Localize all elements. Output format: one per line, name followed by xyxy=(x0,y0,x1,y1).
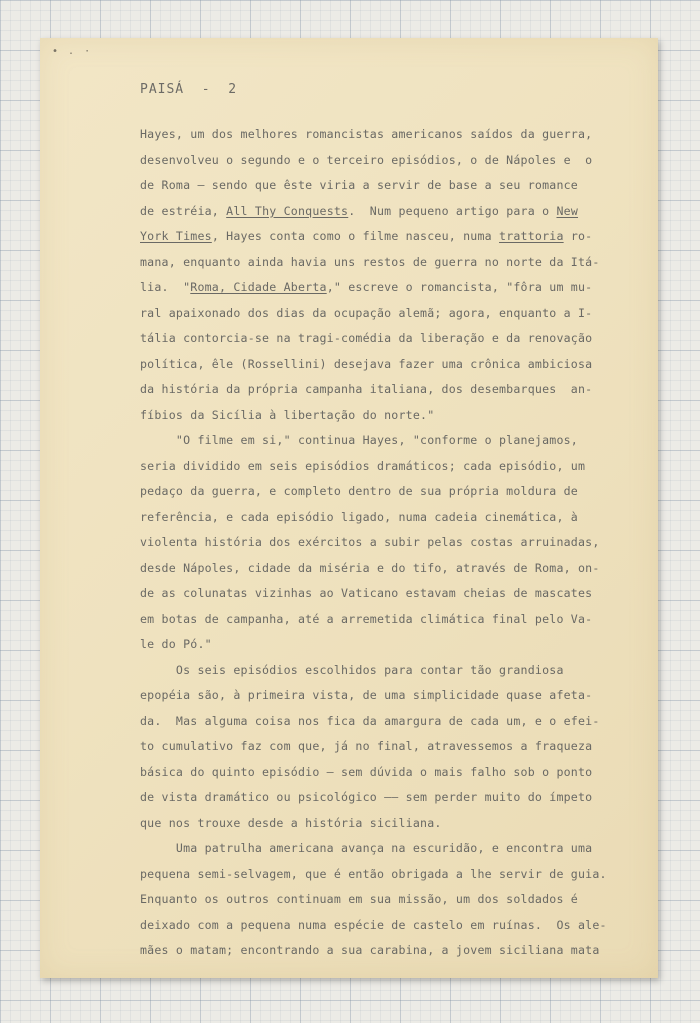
text-segment: lia. " xyxy=(140,280,191,294)
text-segment: pedaço da guerra, e completo dentro de sua própria moldura de xyxy=(140,484,578,498)
text-line xyxy=(140,505,640,531)
text-segment: Hayes, um dos melhores romancistas americanos saídos da guerra, xyxy=(140,127,593,141)
text-line xyxy=(140,148,640,174)
text-segment: Uma patrulha americana avança na escuridão, e encontra uma xyxy=(140,841,593,855)
text-segment: referência, e cada episódio ligado, numa cadeia cinemática, à xyxy=(140,509,578,524)
text-segment: em botas de campanha, até a arremetida climática final pelo Va- xyxy=(140,611,593,626)
text-line xyxy=(140,607,640,633)
typewritten-page xyxy=(40,38,658,978)
text-line xyxy=(140,760,640,786)
text-line xyxy=(140,785,640,811)
text-segment: mana, enquanto ainda havia uns restos de guerra no norte da Itá- xyxy=(140,254,600,269)
text-segment: violenta história dos exércitos a subir pelas costas arruinadas, xyxy=(140,535,600,549)
text-segment: de as colunatas vizinhas ao Vaticano estavam cheias de mascates xyxy=(140,586,593,600)
text-segment: le do Pó." xyxy=(140,637,212,651)
text-line xyxy=(140,479,640,505)
text-segment: Os seis episódios escolhidos para contar tão grandiosa xyxy=(140,662,564,677)
underlined-title: trattoria xyxy=(499,229,564,243)
text-segment: ro- xyxy=(563,229,593,243)
text-line xyxy=(140,301,640,327)
text-line xyxy=(140,913,640,939)
text-segment: política, êle (Rossellini) desejava fazer uma crônica ambiciosa xyxy=(140,356,593,371)
text-line xyxy=(140,352,640,378)
text-line xyxy=(140,530,640,556)
text-line xyxy=(140,709,640,735)
text-line xyxy=(140,556,640,582)
underlined-title: All Thy Conquests xyxy=(226,203,349,218)
text-segment: seria dividido em seis episódios dramáticos; cada episódio, um xyxy=(140,458,586,473)
underlined-title: York Times xyxy=(140,229,212,243)
text-line xyxy=(140,403,640,429)
text-line xyxy=(140,632,640,658)
text-line xyxy=(140,250,640,276)
text-segment: da história da própria campanha italiana, dos desembarques an- xyxy=(140,382,593,396)
underlined-title: New xyxy=(556,203,579,218)
text-line xyxy=(140,173,640,199)
text-segment: mães o matam; encontrando a sua carabina, a jovem siciliana mata xyxy=(140,943,600,957)
text-line xyxy=(140,122,640,148)
text-line xyxy=(140,326,640,352)
text-line xyxy=(140,581,640,607)
text-segment: de vista dramático ou psicológico —— sem perder muito do ímpeto xyxy=(140,790,593,804)
text-segment: de estréia, xyxy=(140,203,227,218)
text-segment: tália contorcia-se na tragi-comédia da liberação e da renovação xyxy=(140,331,593,345)
text-segment: to cumulativo faz com que, já no final, atravessemos a fraqueza xyxy=(140,739,593,753)
text-segment: desde Nápoles, cidade da miséria e do tifo, através de Roma, on- xyxy=(140,560,600,575)
text-segment: que nos trouxe desde a história siciliana. xyxy=(140,815,442,830)
text-segment: pequena semi-selvagem, que é então obrigada a lhe servir de guia. xyxy=(140,866,607,881)
text-line xyxy=(140,454,640,480)
text-line xyxy=(140,275,640,301)
text-line xyxy=(140,377,640,403)
text-segment: básica do quinto episódio — sem dúvida o mais falho sob o ponto xyxy=(140,764,593,779)
text-line xyxy=(140,428,640,454)
text-line xyxy=(140,811,640,837)
underlined-title: Roma, Cidade Aberta xyxy=(190,280,327,294)
text-segment: deixado com a pequena numa espécie de castelo em ruínas. Os ale- xyxy=(140,917,607,932)
text-line xyxy=(140,683,640,709)
text-line xyxy=(140,658,640,684)
text-segment: . Num pequeno artigo para o xyxy=(348,203,557,218)
text-segment: , Hayes conta como o filme nasceu, numa xyxy=(211,229,500,243)
text-segment: "O filme em si," continua Hayes, "conforme o planejamos, xyxy=(140,433,578,447)
text-line xyxy=(140,734,640,760)
text-line xyxy=(140,199,640,225)
text-segment: Enquanto os outros continuam em sua missão, um dos soldados é xyxy=(140,892,578,906)
text-segment: epopéia são, à primeira vista, de uma simplicidade quase afeta- xyxy=(140,688,593,702)
text-line xyxy=(140,938,640,964)
text-segment: desenvolveu o segundo e o terceiro episódios, o de Nápoles e o xyxy=(140,152,593,167)
corner-marks: • . · xyxy=(52,46,93,57)
text-segment: da. Mas alguma coisa nos fica da amargura de cada um, e o efei- xyxy=(140,713,600,728)
text-line xyxy=(140,224,640,250)
text-line xyxy=(140,862,640,888)
page-heading: PAISÁ - 2 xyxy=(140,82,238,97)
text-segment: fíbios da Sicília à libertação do norte." xyxy=(140,407,435,422)
body-text xyxy=(140,122,640,964)
text-segment: ," escreve o romancista, "fôra um mu- xyxy=(326,280,593,294)
text-line xyxy=(140,836,640,862)
text-segment: ral apaixonado dos dias da ocupação alemã; agora, enquanto a I- xyxy=(140,305,593,320)
text-line xyxy=(140,887,640,913)
text-segment: de Roma — sendo que êste viria a servir de base a seu romance xyxy=(140,178,578,192)
